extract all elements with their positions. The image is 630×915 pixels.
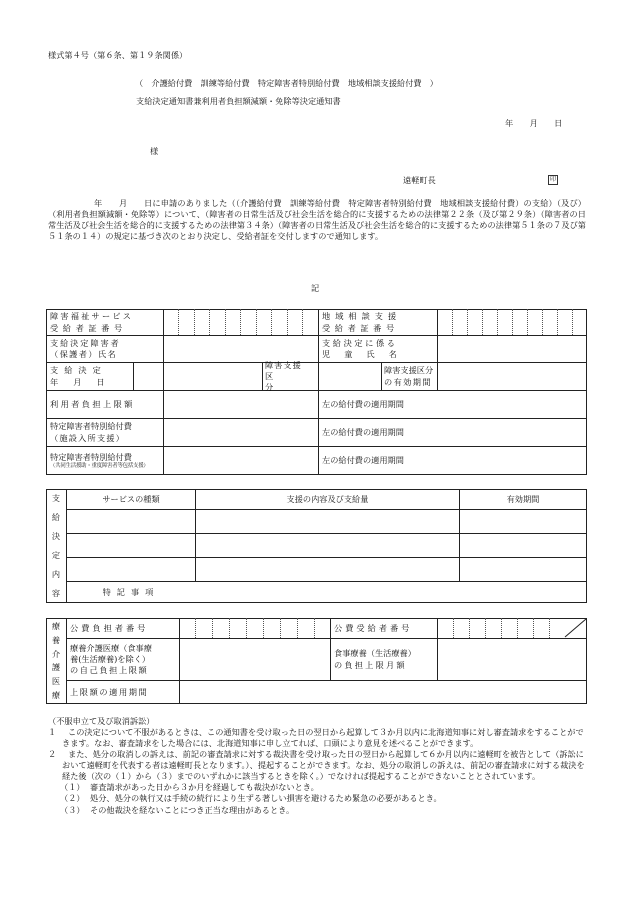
decision-date-label: 支給決定 [50,365,107,376]
ki-heading: 記 [311,283,320,293]
diagonal-slash [564,618,587,638]
special-notes-label: 特記事項 [102,586,160,597]
notes-heading: （不服申立て及び取消訴訟） [48,716,155,726]
self-limit-label-2: 養(生活療養)を除く） [70,653,151,664]
note-2-text: また、処分の取消しの訴えは、前記の審査請求に対する裁決書を受け取った日の翌日から起算して６か月以内に遠軽町を被告として（訴訟において遠軽町を代表する者は遠軽町長となります。）、提起することができます。なお、処分の取消しの訴えは、前記の審査請求に対する裁決を経た後（次の（１）から（３）までのいずれかに該当するときを除く。）でなければ提起することができないこととされています。 [62,749,585,782]
issuer-name: 遠軽町長 [403,175,436,185]
burden-limit-label: 利用者負担上限額 [50,398,135,409]
header-support-content: 支援の内容及び支給量 [286,493,369,504]
class-validity-label-2: の有効期間 [384,376,432,387]
support-class-label-2: 区分 [265,370,292,393]
apply-period-label-1: 左の給付費の適用期間 [322,398,404,409]
apply-period-label-2: 左の給付費の適用期間 [322,426,404,437]
medical-side-label: 療 養 介 護 医 療 [51,621,61,700]
service-recipient-no-label-2: 受給者証番号 [50,322,127,333]
issue-date: 年 月 日 [505,118,563,128]
consult-recipient-no-label-2: 受給者証番号 [322,322,399,333]
guardian-name-label: 支給決定障害者 [50,337,121,348]
apply-period-label-3: 左の給付費の適用期間 [322,455,404,466]
document-title-line2: 支給決定通知書兼利用者負担額減額・免除等決定通知書 [136,96,341,106]
header-valid-period: 有効期間 [506,493,540,504]
seal-mark: 印 [549,176,556,183]
appeal-notes [48,716,588,816]
public-recipient-no-label: 公費受給者番号 [334,622,413,633]
note-2-number: ２ [48,749,57,760]
child-name-label-2: 児童氏名 [322,349,411,359]
special-facility-label: 特定障害者特別給付費 [50,421,132,432]
note-item: （１） 審査請求があった日から３か月を経過しても裁決がないとき。 [60,782,319,793]
special-facility-label-2: （施設入所支援） [50,432,126,443]
form-number: 様式第４号（第６条、第１９条関係） [48,50,188,60]
limit-period-label: 上限額の適用期間 [70,686,149,697]
consult-recipient-no-label: 地域相談支援 [322,311,402,322]
note-item: （２） 処分、処分の執行又は手続の続行により生ずる著しい損害を避けるため緊急の必要があるとき。 [60,793,442,804]
document-title-line1: （ 介護給付費 訓練等給付費 特定障害者特別給付費 地域相談支援給付費 ） [135,78,438,88]
special-group-label: 特定障害者特別給付費 [50,451,132,462]
meal-limit-label: 食事療養（生活療養） [334,648,416,659]
self-limit-label-3: の自己負担上限額 [70,665,149,676]
special-group-label-2: （共同生活援助・重度障害者等包括支援） [50,462,149,469]
service-recipient-no-label: 障害福祉サービス [50,311,134,322]
payer-no-label: 公費負担者番号 [70,622,149,633]
support-side-label: 支 給 決 定 内 容 [51,493,61,598]
note-item: （３） その他裁決を経ないことにつき正当な理由があるとき。 [60,804,295,815]
support-class-label: 障害支援 [265,359,302,370]
addressee-suffix: 様 [150,146,159,156]
header-service-type: サービスの種類 [102,493,160,504]
note-1-text: この決定について不服があるときは、この通知書を受け取った日の翌日から起算して３か月以内に北海道知事に対し審査請求をすることができます。なお、審査請求をした場合には、北海道知事に申し立てれば、口頭により意見を述べることができます。 [62,727,584,749]
guardian-name-label-2: （保護者）氏名 [50,349,118,359]
child-name-label: 支給決定に係る [322,337,398,348]
class-validity-label: 障害支援区分 [384,365,434,376]
decision-date-label-2: 年月日 [50,376,120,387]
meal-limit-label-2: の負担上限月額 [334,659,407,670]
self-limit-label: 療養介護医療（食事療 [70,642,152,653]
note-1-number: １ [48,727,57,738]
intro-paragraph: 年 月 日に申請のありました（（介護給付費 訓練等給付費 特定障害者特別給付費 地域相談支援給付費）の支給）（及び）（利用者負担額減額・免除等）について、（障害者の日常生活及び社会生活を総合的に支援するための法律第２２条（及び第２９条）（障害者の日常生活及び社会生活を総合的に支援するための法律第３４条）（障害者の日常生活及び社会生活を総合的に支援するための法律第５１条の７及び第５１条の１４）の規定に基づき次のとおり決定し、受給者証を交付しますので通知します。 [48,198,586,242]
